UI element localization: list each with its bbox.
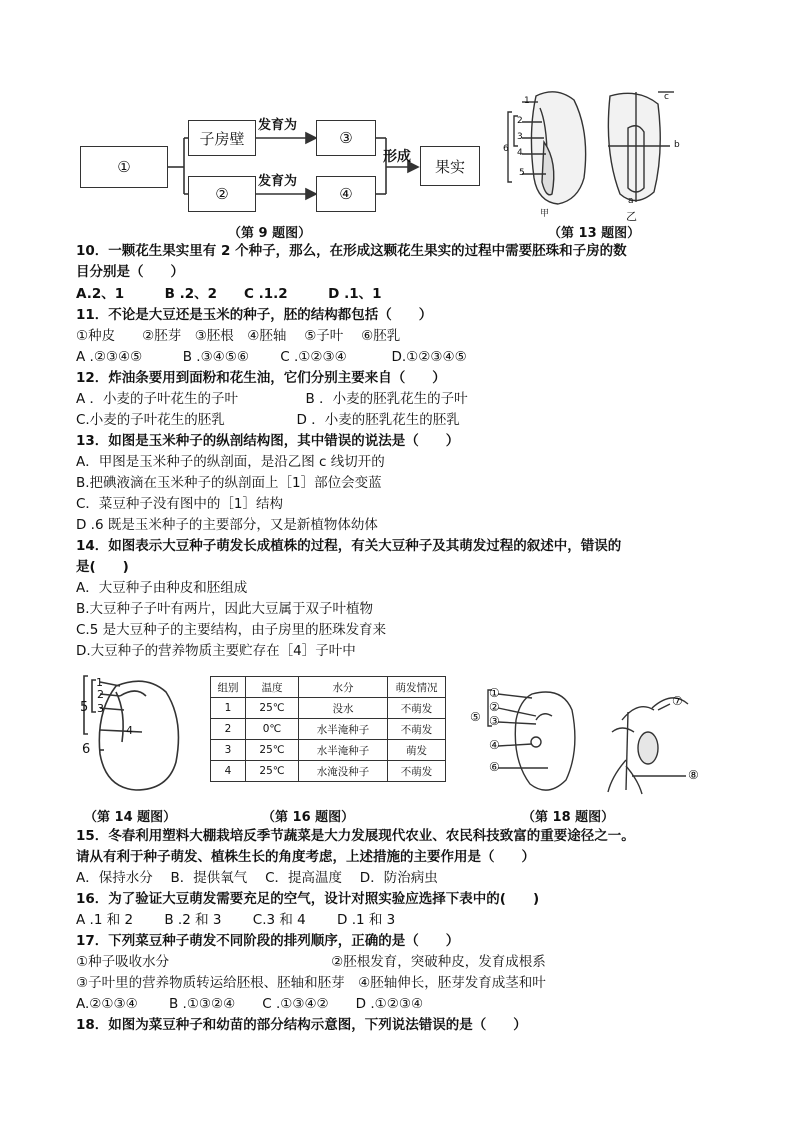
q17-options: A.②①③④ B .①③②④ C .①③④② D .①②③④	[76, 996, 424, 1012]
q13-option-c: C．菜豆种子没有图中的［1］结构	[76, 496, 284, 512]
table-row	[211, 698, 446, 719]
table-row	[211, 740, 446, 761]
figure-14-caption: （第 14 题图）	[84, 810, 177, 825]
q14-stem-cont: 是( )	[76, 559, 129, 575]
table-cell: 25℃	[246, 740, 299, 761]
header-water: 水分	[299, 677, 388, 698]
table-cell: 不萌发	[388, 719, 446, 740]
header-temperature: 温度	[246, 677, 299, 698]
q11-items: ①种皮 ②胚芽 ③胚根 ④胚轴 ⑤子叶 ⑥胚乳	[76, 328, 401, 344]
figure-18-caption: （第 18 题图）	[522, 810, 615, 825]
q17-stem: 17．下列菜豆种子萌发不同阶段的排列顺序，正确的是（ ）	[76, 933, 460, 949]
bean-label-4: 4	[126, 724, 133, 737]
table-header-row	[211, 677, 446, 698]
table-cell: 不萌发	[388, 698, 446, 719]
seed-label-6: ⑥	[489, 760, 500, 774]
table-cell: 萌发	[388, 740, 446, 761]
corn-label-a: a	[628, 196, 634, 206]
q13-stem: 13．如图是玉米种子的纵剖结构图，其中错误的说法是（ ）	[76, 433, 460, 449]
germination-table	[210, 676, 446, 782]
flow-box-4: ④	[316, 176, 376, 212]
bean-label-2: 2	[97, 688, 104, 701]
flow-box-2: ②	[188, 176, 256, 212]
table-row	[211, 719, 446, 740]
table-cell: 2	[211, 719, 246, 740]
q17-items-34: ③子叶里的营养物质转运给胚根、胚轴和胚芽 ④胚轴伸长，胚芽发育成茎和叶	[76, 975, 546, 991]
q12-options-cd: C.小麦的子叶花生的胚乳 D ．小麦的胚乳花生的胚乳	[76, 412, 460, 428]
corn-label-4: 4	[517, 148, 523, 158]
corn-label-b: b	[674, 140, 680, 150]
table-cell: 1	[211, 698, 246, 719]
seed-label-1: ①	[489, 686, 500, 700]
table-cell: 0℃	[246, 719, 299, 740]
q16-stem: 16．为了验证大豆萌发需要充足的空气，设计对照实验应选择下表中的( )	[76, 891, 540, 907]
q11-options: A .②③④⑤ B .③④⑤⑥ C .①②③④ D.①②③④⑤	[76, 349, 467, 365]
q12-options-ab: A ．小麦的子叶花生的子叶 B ．小麦的胚乳花生的子叶	[76, 391, 468, 407]
q16-options: A .1 和 2 B .2 和 3 C.3 和 4 D .1 和 3	[76, 912, 396, 928]
q10-stem-cont: 目分别是（ ）	[76, 264, 184, 280]
q15-stem-cont: 请从有利于种子萌发、植株生长的角度考虑，上述措施的主要作用是（ ）	[76, 849, 535, 865]
figure-16-caption: （第 16 题图）	[262, 810, 355, 825]
table-cell: 4	[211, 761, 246, 782]
corn-label-1: 1	[524, 96, 530, 106]
table-cell: 不萌发	[388, 761, 446, 782]
table-cell: 没水	[299, 698, 388, 719]
q14-option-b: B.大豆种子子叶有两片，因此大豆属于双子叶植物	[76, 601, 374, 617]
bean-label-3: 3	[97, 702, 104, 715]
header-germination: 萌发情况	[388, 677, 446, 698]
table-cell: 水淹没种子	[299, 761, 388, 782]
flow-box-fruit: 果实	[420, 146, 480, 186]
table-cell: 25℃	[246, 698, 299, 719]
corn-label-6: 6	[503, 144, 509, 154]
seedling-label-7: ⑦	[672, 694, 683, 708]
corn-label-2: 2	[517, 116, 523, 126]
flow-box-3: ③	[316, 120, 376, 156]
bean-label-1: 1	[96, 676, 103, 689]
form-label: 形成	[383, 149, 411, 165]
corn-label-c: c	[664, 92, 669, 102]
bean-label-6: 6	[82, 742, 91, 757]
seed-label-5: ⑤	[470, 710, 481, 724]
table-cell: 水半淹种子	[299, 740, 388, 761]
flow-box-1: ①	[80, 146, 168, 188]
arrow-label-top: 发育为	[258, 118, 298, 133]
seed-label-3: ③	[489, 714, 500, 728]
table-row	[211, 761, 446, 782]
bean-seed-drawing	[76, 672, 194, 796]
corn-label-jia: 甲	[540, 209, 550, 219]
figure-13-caption: （第 13 题图）	[548, 226, 641, 241]
arrow-label-bottom: 发育为	[258, 174, 298, 189]
q18-stem: 18．如图为菜豆种子和幼苗的部分结构示意图，下列说法错误的是（ ）	[76, 1017, 527, 1033]
corn-label-5: 5	[519, 168, 525, 178]
table-cell: 3	[211, 740, 246, 761]
corn-label-3: 3	[517, 132, 523, 142]
flow-box-ovary-wall: 子房壁	[188, 120, 256, 156]
bean-label-5: 5	[80, 700, 89, 715]
seed-label-4: ④	[489, 738, 500, 752]
table-cell: 25℃	[246, 761, 299, 782]
table-cell: 水半淹种子	[299, 719, 388, 740]
q11-stem: 11．不论是大豆还是玉米的种子，胚的结构都包括（ ）	[76, 307, 433, 323]
q13-option-d: D .6 既是玉米种子的主要部分，又是新植物体幼体	[76, 517, 378, 533]
header-group: 组别	[211, 677, 246, 698]
q15-options: A．保持水分 B．提供氧气 C．提高温度 D．防治病虫	[76, 870, 438, 886]
figure-9-caption: （第 9 题图）	[228, 226, 312, 241]
corn-label-yi: 乙	[626, 210, 637, 223]
q14-stem: 14．如图表示大豆种子萌发长成植株的过程，有关大豆种子及其萌发过程的叙述中，错误的	[76, 538, 622, 554]
seed-label-2: ②	[489, 700, 500, 714]
q13-option-a: A．甲图是玉米种子的纵剖面，是沿乙图 c 线切开的	[76, 454, 385, 470]
q15-stem: 15．冬春利用塑料大棚栽培反季节蔬菜是大力发展现代农业、农民科技致富的重要途径之一。	[76, 828, 635, 844]
q13-option-b: B.把碘液滴在玉米种子的纵剖面上［1］部位会变蓝	[76, 475, 382, 491]
q12-stem: 12．炸油条要用到面粉和花生油，它们分别主要来自（ ）	[76, 370, 446, 386]
q10-stem: 10．一颗花生果实里有 2 个种子，那么，在形成这颗花生果实的过程中需要胚珠和子房的数	[76, 243, 627, 259]
q10-options: A.2、1 B .2、2 C .1.2 D .1、1	[76, 286, 382, 302]
q14-option-c: C.5 是大豆种子的主要结构，由子房里的胚珠发育来	[76, 622, 387, 638]
seedling-label-8: ⑧	[688, 768, 699, 782]
q14-option-d: D.大豆种子的营养物质主要贮存在［4］子叶中	[76, 643, 356, 659]
q14-option-a: A．大豆种子由种皮和胚组成	[76, 580, 248, 596]
q17-items-12: ①种子吸收水分 ②胚根发育，突破种皮，发育成根系	[76, 954, 546, 970]
